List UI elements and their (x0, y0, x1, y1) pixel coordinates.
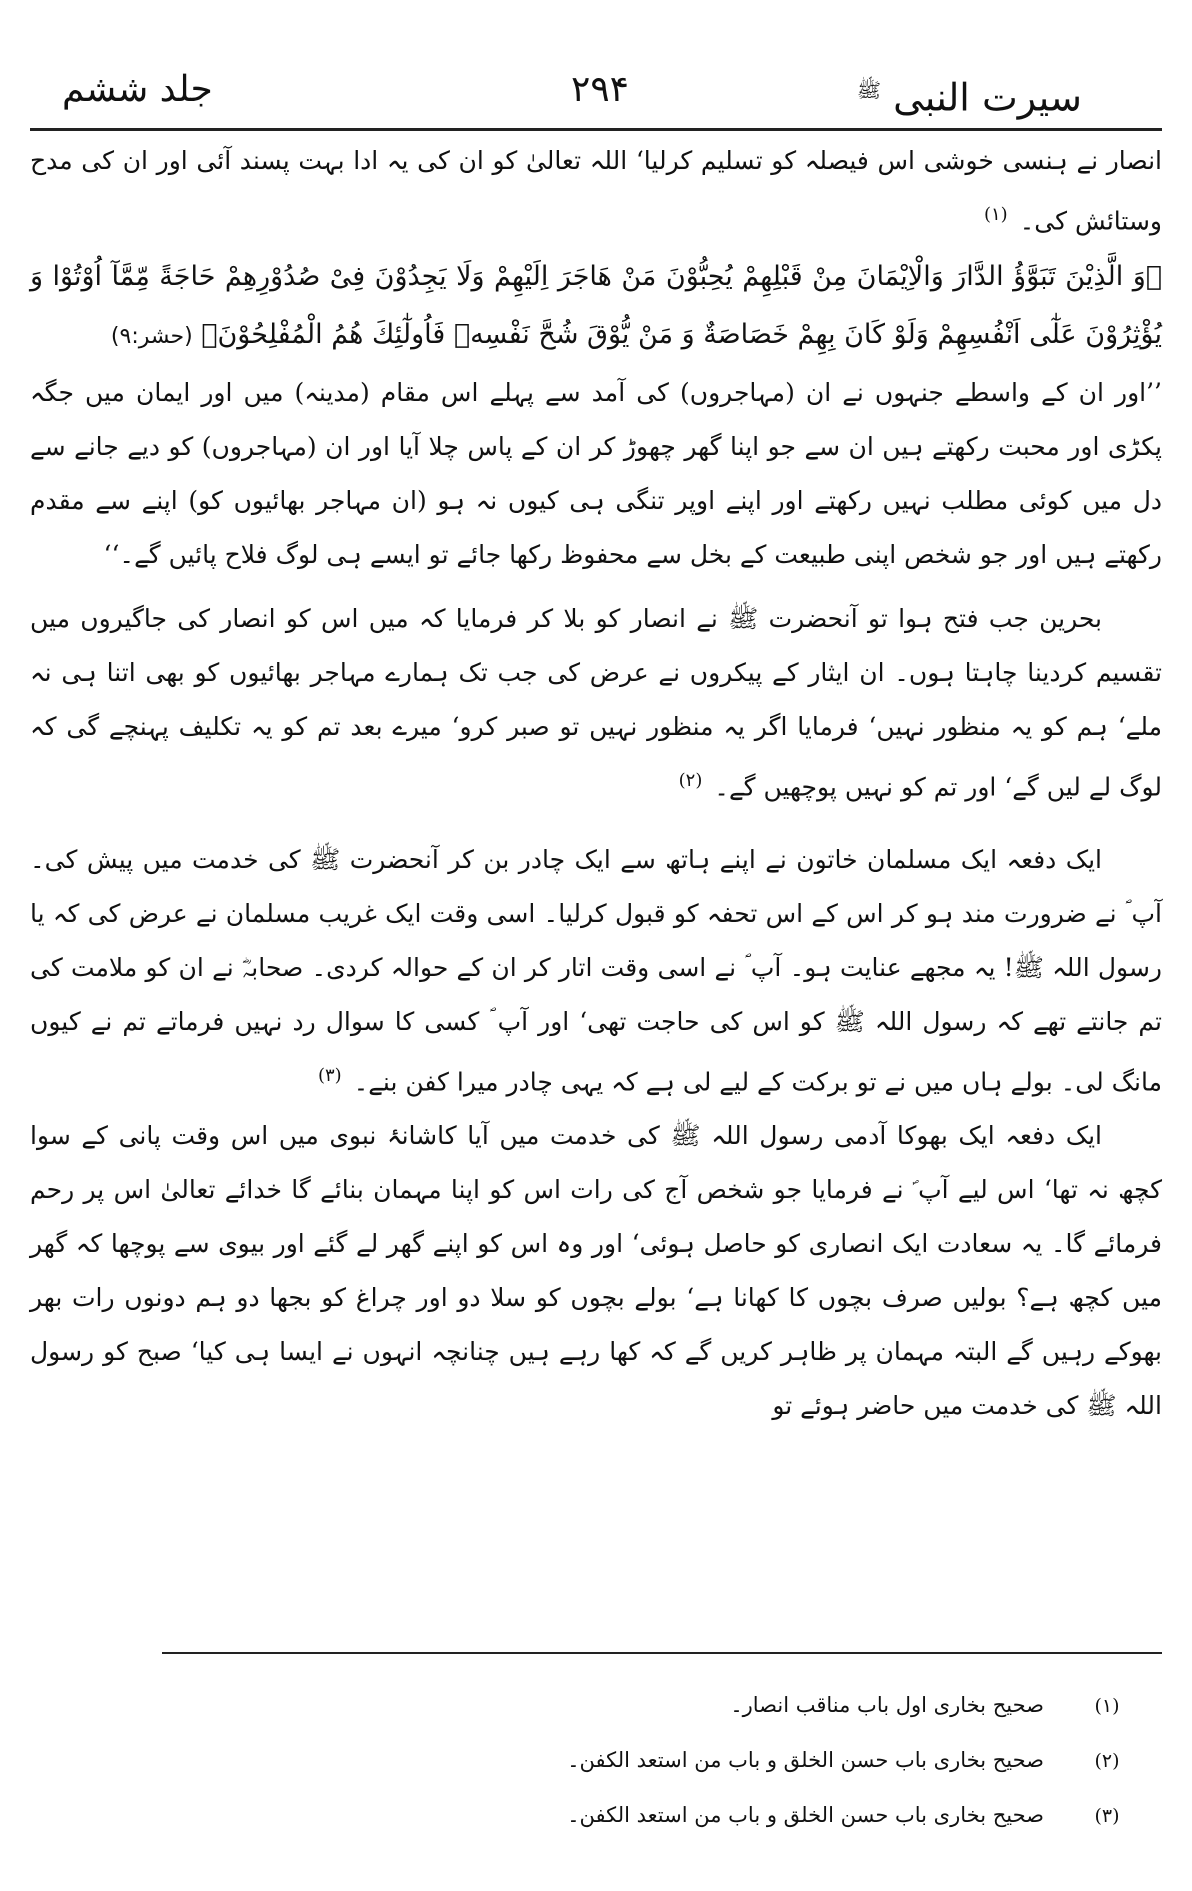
footnote-ref-3: (۳) (317, 1064, 342, 1086)
footnote-text: صحیح بخاری باب حسن الخلق و باب من استعد الکفن۔ (567, 1803, 1044, 1827)
footnotes (40, 1678, 1142, 1843)
footnote-text: صحیح بخاری اول باب مناقب انصار۔ (730, 1693, 1044, 1717)
quran-verse (30, 248, 1162, 366)
spacer (30, 582, 1162, 592)
quran-verse-text: ﴿وَ الَّذِیْنَ تَبَوَّؤُ الدَّارَ وَالْاِیْمَانَ مِنْ قَبْلِهِمْ یُحِبُّوْنَ مَنْ هَاجَرَ اِلَیْهِمْ وَلَا یَجِدُوْنَ فِیْ صُدُوْرِهِمْ حَاجَةً مِّمَّآ اُوْتُوْا وَ یُؤْثِرُوْنَ عَلٰٓی اَنْفُسِهِمْ وَلَوْ كَانَ بِهِمْ خَصَاصَةٌ وَ مَنْ یُّوْقَ شُحَّ نَفْسِهٖ فَاُولٰٓئِكَ هُمُ الْمُفْلِحُوْنَ﴾ (30, 261, 1162, 351)
book-title-text: سیرت النبی (893, 75, 1082, 120)
verse-reference: (حشر:۹) (110, 324, 193, 350)
page-header (40, 58, 1162, 128)
paragraph-bahrain-text: بحرین جب فتح ہوا تو آنحضرت ﷺ نے انصار کو بلا کر فرمایا کہ میں اس کو انصار کی جاگیروں میں تقسیم کردینا چاہتا ہوں۔ ان ایثار کے پیکروں نے عرض کی جب تک ہمارے مہاجر بھائیوں کو بھی اتنا ہی نہ ملے‘ ہم کو یہ منظور نہیں‘ فرمایا اگر یہ منظور نہیں تو صبر کرو‘ میرے بعد تم کو یہ تکلیف پہنچے گی کہ لوگ لے لیں گے‘ اور تم کو نہیں پوچھیں گے۔ (30, 604, 1162, 802)
footnote-divider (162, 1652, 1162, 1654)
spacer (30, 815, 1162, 833)
paragraph-bahrain (30, 592, 1162, 814)
footnote-2 (40, 1733, 1142, 1788)
footnote-3 (40, 1788, 1142, 1843)
paragraph-ansar-text: انصار نے ہنسی خوشی اس فیصلہ کو تسلیم کرلیا‘ اللہ تعالیٰ کو ان کی یہ ادا بہت پسند آئی اور ان کی مدح وستائش کی۔ (30, 146, 1162, 236)
verse-translation: ’’اور ان کے واسطے جنہوں نے ان (مہاجروں) کی آمد سے پہلے اس مقام (مدینہ) میں اور ایمان میں جگہ پکڑی اور محبت رکھتے ہیں ان سے جو اپنا گھر چھوڑ کر ان کے پاس چلا آیا اور ان (مہاجروں) کو دیے جانے سے دل میں کوئی مطلب نہیں رکھتے اور اپنے اوپر تنگی ہی کیوں نہ ہو (ان مہاجر بھائیوں کو) اپنے سے مقدم رکھتے ہیں اور جو شخص اپنی طبیعت کے بخل سے محفوظ رکھا جائے تو ایسے ہی لوگ فلاح پائیں گے۔‘‘ (30, 378, 1162, 570)
footnote-1 (40, 1678, 1142, 1733)
footnote-number: (۲) (1094, 1750, 1120, 1772)
page-number: ۲۹۴ (570, 69, 629, 110)
volume-label: جلد ششم (62, 69, 213, 110)
footnote-text: صحیح بخاری باب حسن الخلق و باب من استعد الکفن۔ (567, 1748, 1044, 1772)
paragraph-guest: ایک دفعہ ایک بھوکا آدمی رسول اللہ ﷺ کی خدمت میں آیا کاشانۂ نبوی میں اس وقت پانی کے سوا کچھ نہ تھا‘ اس لیے آپ ؐ نے فرمایا جو شخص آج کی رات اس کو اپنا مہمان بنائے گا خدائے تعالیٰ اس پر رحم فرمائے گا۔ یہ سعادت ایک انصاری کو حاصل ہوئی‘ اور وہ اس کو اپنے گھر لے گئے اور بیوی سے پوچھا کہ گھر میں کچھ ہے؟ بولیں صرف بچوں کا کھانا ہے‘ بولے بچوں کو سلا دو اور چراغ کو بجھا دو ہم دونوں رات بھر بھوکے رہیں گے البتہ مہمان پر ظاہر کریں گے کہ کھا رہے ہیں چنانچہ انہوں نے ایسا ہی کیا‘ صبح کو رسول اللہ ﷺ کی خدمت میں حاضر ہوئے تو (30, 1120, 1162, 1420)
paragraph-ansar (30, 134, 1162, 248)
paragraph-chadar-text: ایک دفعہ ایک مسلمان خاتون نے اپنے ہاتھ سے ایک چادر بن کر آنحضرت ﷺ کی خدمت میں پیش کی۔ آپ ؐ نے ضرورت مند ہو کر اس کے اس تحفہ کو قبول کرلیا۔ اسی وقت ایک غریب مسلمان نے عرض کی کہ یا رسول اللہ ﷺ! یہ مجھے عنایت ہو۔ آپ ؐ نے اسی وقت اتار کر ان کے حوالہ کردی۔ صحابہؓ نے ان کو ملامت کی تم جانتے تھے کہ رسول اللہ ﷺ کو اس کی حاجت تھی‘ اور آپ ؐ کسی کا سوال رد نہیں فرماتے تم نے کیوں مانگ لی۔ بولے ہاں میں نے تو برکت کے لیے لی ہے کہ یہی چادر میرا کفن بنے۔ (30, 844, 1162, 1096)
main-text (30, 134, 1162, 1433)
footnote-number: (۱) (1094, 1695, 1120, 1717)
footnote-ref-2: (۲) (678, 770, 703, 792)
footnote-ref-1: (۱) (983, 204, 1008, 225)
header-divider (30, 128, 1162, 131)
honorific-seal: ﷺ (856, 78, 882, 102)
paragraph-chadar (30, 833, 1162, 1109)
footnote-number: (۳) (1094, 1805, 1120, 1827)
book-title (857, 62, 1082, 126)
